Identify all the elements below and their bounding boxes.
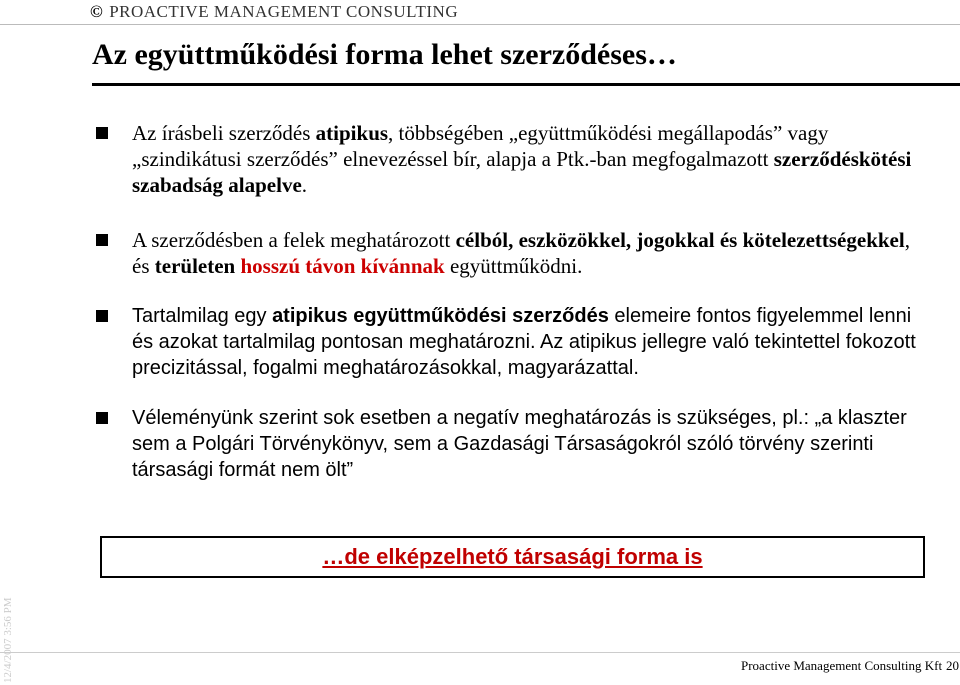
bullet-text-2 bbox=[132, 227, 932, 279]
text-run-bold: atipikus együttműködési szerződés bbox=[272, 305, 609, 327]
bullet-square-icon bbox=[96, 310, 108, 322]
text-run: Véleményünk szerint sok esetben a negatív meghatározás is szükséges, pl.: „a klaszter sem a Polgári Törvénykönyv, sem a Gazdasági Társaságokról szóló törvény szerinti társasági formát nem ölt” bbox=[132, 407, 907, 481]
page-number: 20 bbox=[946, 658, 959, 673]
bullet-text-1 bbox=[132, 120, 932, 198]
text-run-bold: célból, eszközökkel, jogokkal és kötelezettségekkel bbox=[455, 228, 905, 252]
text-run: , és bbox=[132, 228, 910, 278]
text-run: elemeire fontos figyelemmel lenni és azokat tartalmilag pontosan meghatározni. Az atipikus jellegre való tekintettel fokozott precizitással, fogalmi meghatározásokkal, magyarázattal. bbox=[132, 305, 916, 379]
header-company-name: PROACTIVE MANAGEMENT CONSULTING bbox=[109, 2, 459, 21]
bullet-square-icon bbox=[96, 234, 108, 246]
footer-divider bbox=[0, 652, 960, 653]
bullet-item-3 bbox=[92, 303, 932, 381]
bullet-item-2 bbox=[92, 227, 932, 279]
title-underline bbox=[92, 83, 960, 86]
bullet-item-1 bbox=[92, 120, 932, 198]
footer-timestamp: 12/4/2007 3:56 PM bbox=[2, 597, 14, 683]
text-run: , többségében „együttműködési megállapodás” vagy „szindikátusi szerződés” elnevezéssel bír, alapja a Ptk.-ban megfogalmazott bbox=[132, 121, 829, 171]
header-divider bbox=[0, 24, 960, 25]
bullet-text-3 bbox=[132, 303, 932, 381]
text-run: Az írásbeli szerződés bbox=[132, 121, 316, 145]
callout-text: …de elképzelhető társasági forma is bbox=[322, 544, 703, 569]
text-run: Tartalmilag egy bbox=[132, 305, 273, 327]
text-run: együttműködni. bbox=[444, 254, 583, 278]
text-run: . bbox=[301, 173, 308, 197]
bullet-item-4 bbox=[92, 405, 932, 483]
footer-company: Proactive Management Consulting Kft bbox=[741, 658, 943, 673]
slide-title: Az együttműködési forma lehet szerződéses… bbox=[92, 38, 677, 71]
callout-box bbox=[100, 536, 925, 578]
text-run-bold: atipikus bbox=[315, 121, 389, 145]
text-run-bold: területen bbox=[154, 254, 236, 278]
text-run-bold: szerződéskötési szabadság alapelve bbox=[132, 147, 912, 197]
copyright-symbol: © bbox=[90, 2, 104, 21]
bullet-square-icon bbox=[96, 412, 108, 424]
text-run-highlight: hosszú távon kívánnak bbox=[240, 254, 445, 278]
bullet-text-4 bbox=[132, 405, 932, 483]
text-run: A szerződésben a felek meghatározott bbox=[132, 228, 456, 252]
header-copyright bbox=[90, 2, 458, 22]
bullet-square-icon bbox=[96, 127, 108, 139]
